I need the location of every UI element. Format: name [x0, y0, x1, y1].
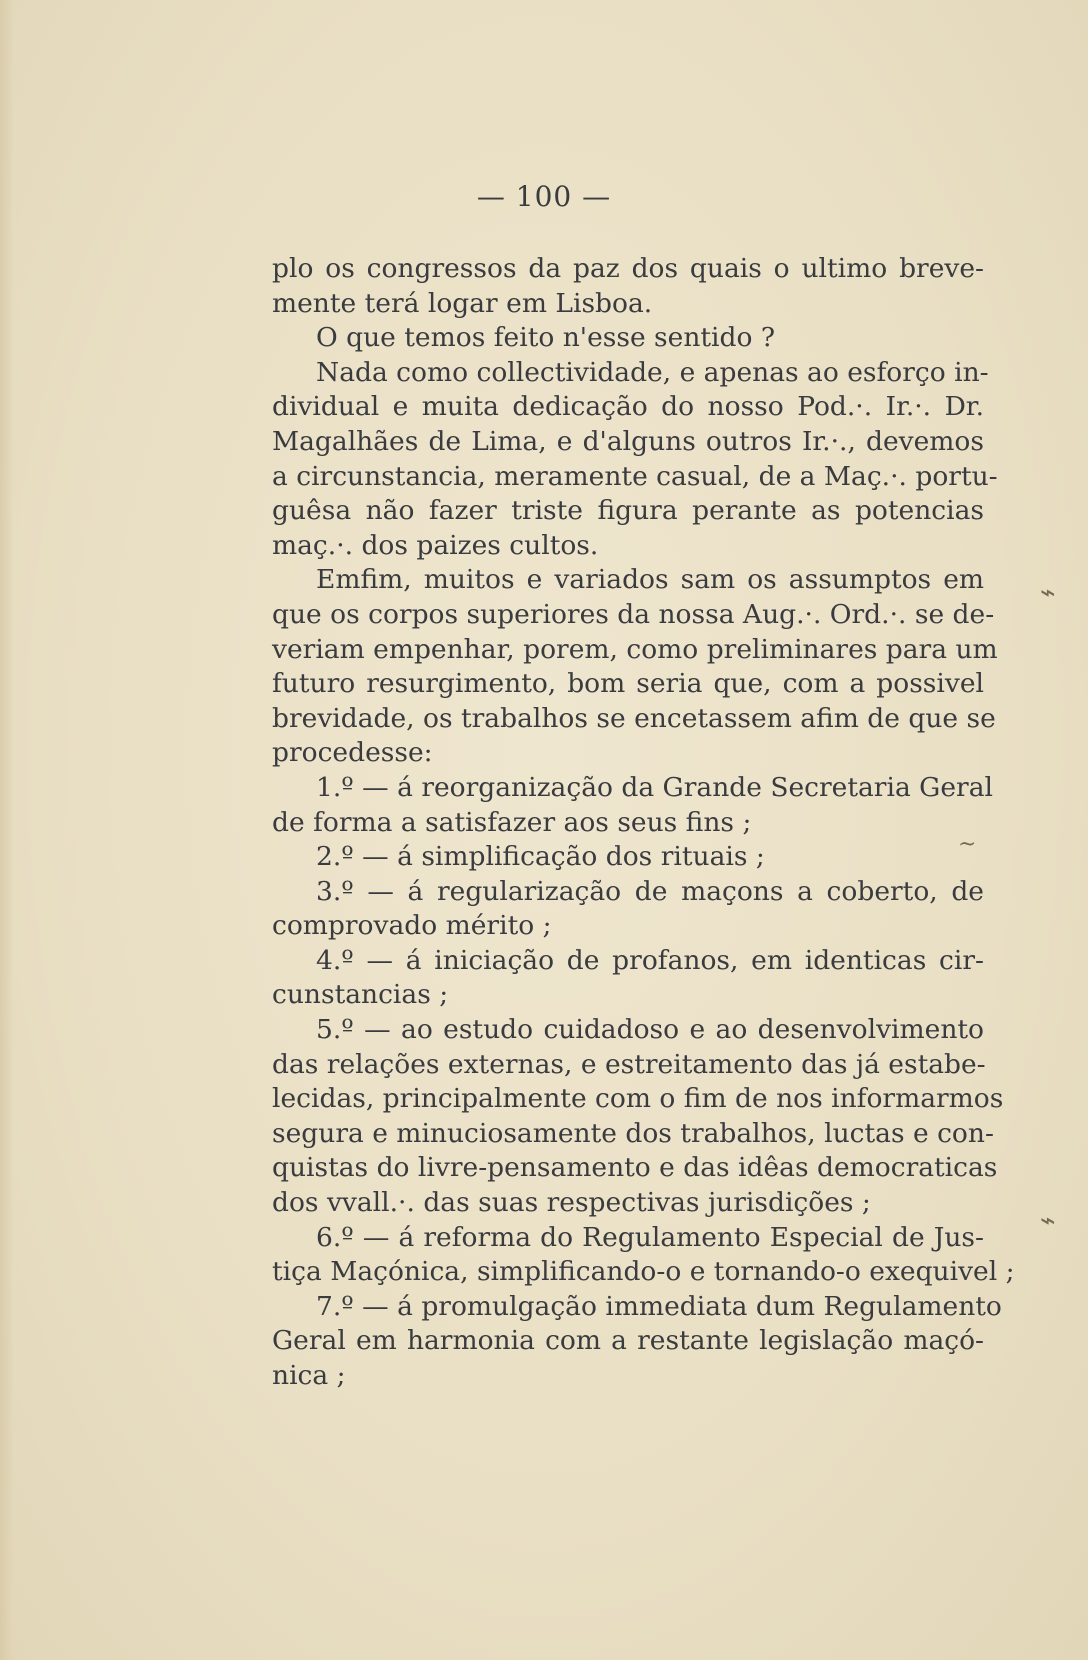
ink-smudge-icon: ⌁: [1040, 578, 1056, 608]
text-line: futuro resurgimento, bom seria que, com a possivel: [272, 668, 984, 700]
text-line: mente terá logar em Lisboa.: [272, 287, 653, 319]
body-text: [272, 252, 1015, 1394]
text-line: maç.·. dos paizes cultos.: [272, 529, 599, 561]
page-edge-shadow: [0, 0, 14, 1660]
text-line: procedesse:: [272, 737, 433, 769]
list-item-line: 2.º — á simplificação dos rituais ;: [316, 841, 765, 873]
text-line: O que temos feito n'esse sentido ?: [316, 322, 776, 354]
ink-smudge-icon: ⌁: [1040, 1206, 1056, 1236]
list-item-line: 4.º — á iniciação de profanos, em identicas cir-: [316, 944, 984, 976]
list-item-line: Geral em harmonia com a restante legislação maçó-: [272, 1325, 984, 1357]
text-line: a circunstancia, meramente casual, de a Maç.·. portu-: [272, 460, 998, 492]
text-line: plo os congressos da paz dos quais o ultimo breve-: [272, 253, 984, 284]
list-item-line: das relações externas, e estreitamento das já estabe-: [272, 1048, 986, 1080]
list-item-line: lecidas, principalmente com o fim de nos informarmos: [272, 1083, 1004, 1115]
ink-smudge-icon: ~: [958, 832, 977, 857]
list-item-line: de forma a satisfazer aos seus fins ;: [272, 806, 752, 838]
list-item-line: segura e minuciosamente dos trabalhos, luctas e con-: [272, 1117, 994, 1149]
text-line: Nada como collectividade, e apenas ao esforço in-: [316, 356, 989, 388]
list-item-line: 7.º — á promulgação immediata dum Regulamento: [316, 1290, 1002, 1322]
text-line: Emfim, muitos e variados sam os assumptos em: [316, 564, 984, 596]
list-item-line: tiça Maçónica, simplificando-o e tornando-o exequivel ;: [272, 1256, 1015, 1288]
list-item-line: quistas do livre-pensamento e das idêas democraticas: [272, 1152, 998, 1184]
list-item-line: comprovado mérito ;: [272, 910, 552, 942]
text-line: veriam empenhar, porem, como preliminares para um: [272, 633, 998, 665]
list-item-line: 3.º — á regularização de maçons a coberto, de: [316, 875, 984, 907]
page-number: — 100 —: [476, 180, 612, 213]
list-item-line: 5.º — ao estudo cuidadoso e ao desenvolvimento: [316, 1014, 984, 1046]
list-item-line: 6.º — á reforma do Regulamento Especial de Jus-: [316, 1221, 984, 1253]
text-line: que os corpos superiores da nossa Aug.·. Ord.·. se de-: [272, 598, 995, 630]
text-line: Magalhães de Lima, e d'alguns outros Ir.·., devemos: [272, 425, 984, 457]
list-item-line: nica ;: [272, 1360, 346, 1391]
list-item-line: dos vvall.·. das suas respectivas jurisdições ;: [272, 1187, 871, 1219]
text-line: guêsa não fazer triste figura perante as potencias: [272, 495, 984, 527]
list-item-line: 1.º — á reorganização da Grande Secretaria Geral: [316, 771, 993, 803]
list-item-line: cunstancias ;: [272, 979, 449, 1011]
text-line: brevidade, os trabalhos se encetassem afim de que se: [272, 702, 996, 734]
text-line: dividual e muita dedicação do nosso Pod.·. Ir.·. Dr.: [272, 391, 984, 423]
